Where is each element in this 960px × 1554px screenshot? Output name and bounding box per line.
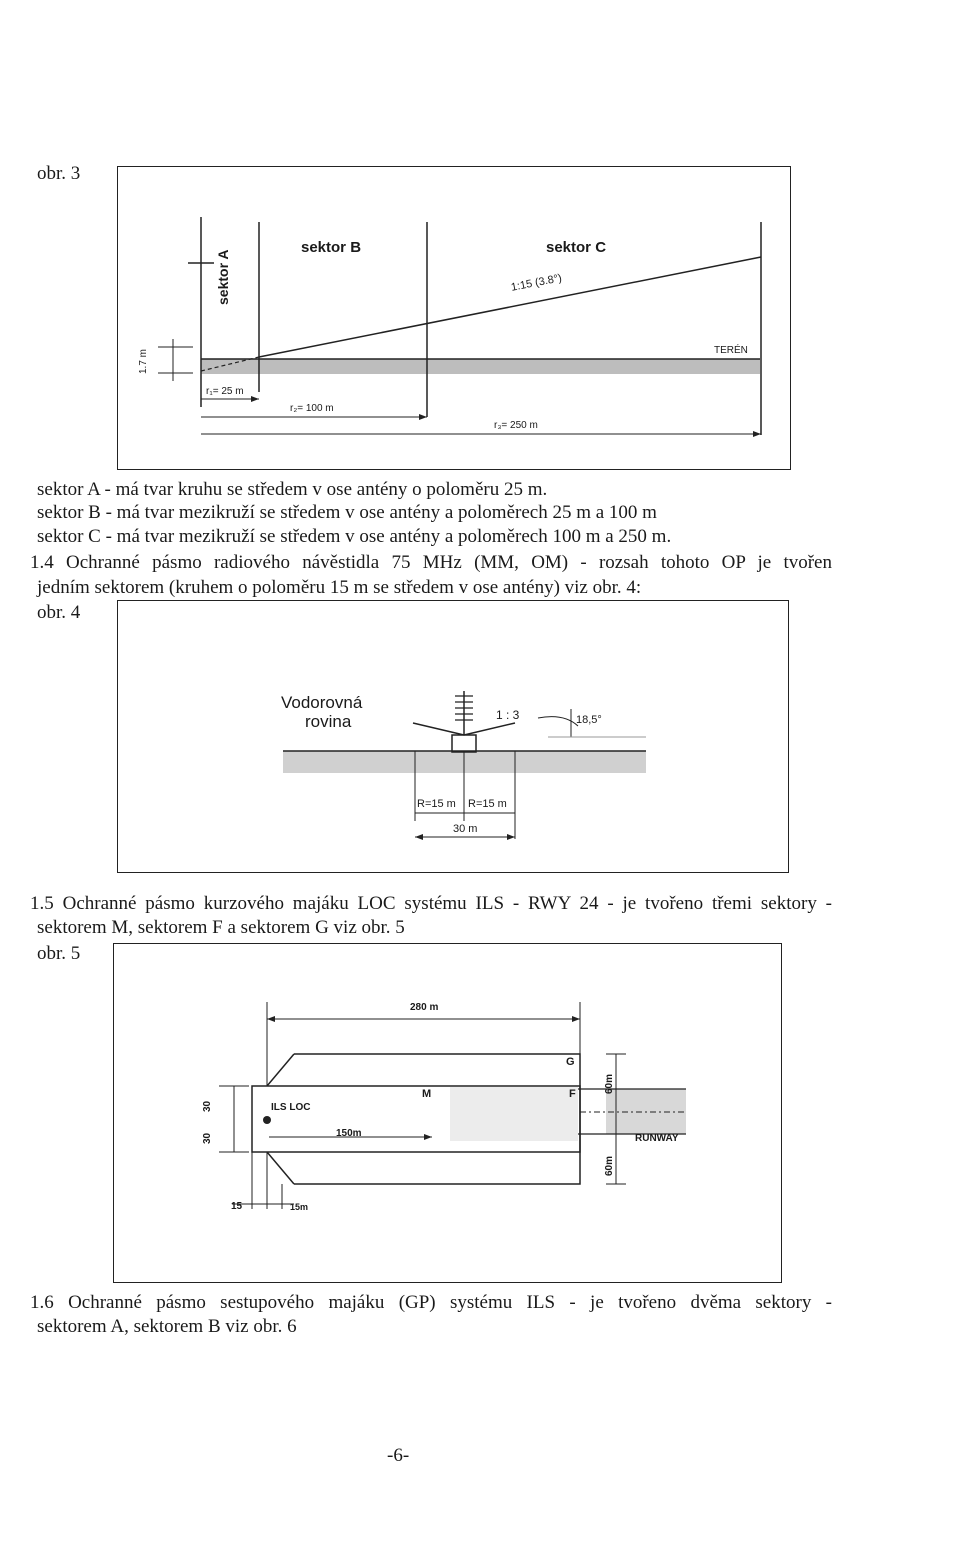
fig3-sektor-a-label: sektor A — [215, 249, 231, 305]
section-1-4-line1: 1.4 Ochranné pásmo radiového návěstidla 75 MHz (MM, OM) - rozsah tohoto OP je tvořen — [30, 552, 832, 573]
fig5-150m-label: 150m — [336, 1128, 362, 1139]
fig4-angle-label: 18,5° — [576, 714, 602, 726]
fig4-label-line1: Vodorovná — [281, 693, 363, 712]
fig5-60m-upper-label: 60m — [604, 1073, 615, 1094]
fig5-m-label: M — [422, 1088, 432, 1100]
fig4-r-left-label: R=15 m — [417, 798, 456, 810]
fig3-caption: obr. 3 — [37, 163, 81, 184]
fig3-height-label: 1.7 m — [138, 348, 149, 374]
fig5-30-upper-label: 30 — [202, 1100, 213, 1112]
fig3-teren-label: TERÉN — [714, 345, 748, 356]
fig5-15m-label: 15m — [290, 1202, 309, 1212]
fig5-60m-lower-label: 60m — [604, 1155, 615, 1176]
page-number: -6- — [387, 1445, 410, 1466]
text-sektor-c: sektor C - má tvar mezikruží se středem v ose antény a poloměrech 100 m a 250 m. — [37, 526, 672, 547]
fig5-ils-loc-label: ILS LOC — [271, 1102, 311, 1113]
section-1-6-line2: sektorem A, sektorem B viz obr. 6 — [37, 1316, 297, 1337]
fig5-g-label: G — [566, 1056, 575, 1068]
fig5-30-lower-label: 30 — [202, 1132, 213, 1144]
fig4-slope-label: 1 : 3 — [496, 708, 520, 722]
fig4-label-line2: rovina — [305, 712, 352, 731]
text-sektor-b: sektor B - má tvar mezikruží se středem v ose antény a poloměrech 25 m a 100 m — [37, 502, 657, 523]
fig4-r-right-label: R=15 m — [468, 798, 507, 810]
section-1-5-line1: 1.5 Ochranné pásmo kurzového majáku LOC systému ILS - RWY 24 - je tvořeno třemi sektory - — [30, 893, 832, 914]
fig5-f-label: F — [569, 1088, 576, 1100]
fig4-caption: obr. 4 — [37, 602, 81, 623]
fig4-total-label: 30 m — [453, 823, 478, 835]
section-1-4-line2: jedním sektorem (kruhem o poloměru 15 m se středem v ose antény) viz obr. 4: — [37, 577, 642, 598]
fig3-r2-label: r₂= 100 m — [290, 403, 334, 414]
fig5-15-label: 15 — [231, 1201, 243, 1212]
fig5-frame — [113, 943, 782, 1283]
fig5-runway-label: RUNWAY — [635, 1133, 679, 1144]
fig3-slope-label: 1:15 (3.8°) — [510, 272, 563, 294]
fig3-sektor-c-label: sektor C — [546, 239, 607, 256]
text-sektor-a: sektor A - má tvar kruhu se středem v ose antény o poloměru 25 m. — [37, 479, 548, 500]
fig3-sektor-b-label: sektor B — [301, 239, 362, 256]
section-1-6-line1: 1.6 Ochranné pásmo sestupového majáku (GP) systému ILS - je tvořeno dvěma sektory - — [30, 1292, 832, 1313]
fig5-280-label: 280 m — [410, 1002, 439, 1013]
fig5-caption: obr. 5 — [37, 943, 81, 964]
section-1-5-line2: sektorem M, sektorem F a sektorem G viz obr. 5 — [37, 917, 405, 938]
fig4-frame — [117, 600, 789, 873]
fig3-r3-label: r₃= 250 m — [494, 420, 538, 431]
fig3-diagram — [118, 167, 790, 469]
fig5-diagram — [114, 944, 781, 1282]
fig3-frame — [117, 166, 791, 470]
fig3-r1-label: r₁= 25 m — [206, 386, 244, 397]
